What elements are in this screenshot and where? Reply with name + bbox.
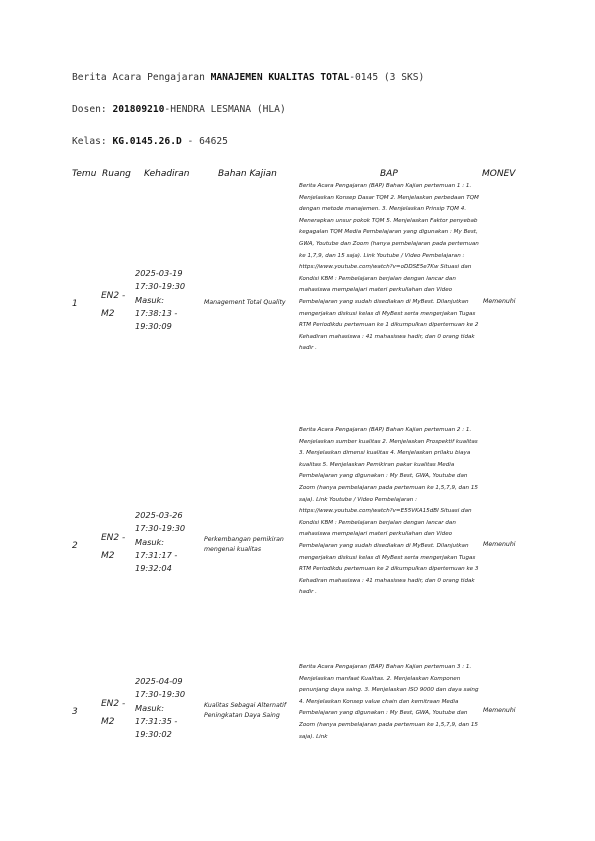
- header-bahan-kajian: Bahan Kajian: [218, 169, 277, 179]
- lecturer-name: -HENDRA LESMANA (HLA): [164, 104, 286, 115]
- row-room: EN2 - M2: [101, 291, 126, 319]
- row-attendance: 2025-03-26 17:30-19:30 Masuk: 17:31:17 - 19:32:04: [135, 510, 186, 574]
- row-topic: Kualitas Sebagai Alternatif Peningkatan Daya Saing: [204, 702, 287, 719]
- lecturer-line: [72, 104, 286, 115]
- class-number: - 64625: [181, 136, 228, 147]
- title-prefix: Berita Acara Pengajaran: [72, 72, 211, 83]
- lecturer-label: Dosen:: [72, 104, 113, 115]
- row-attendance: 2025-04-09 17:30-19:30 Masuk: 17:31:35 - 19:30:02: [135, 676, 186, 740]
- header-temu: Temu: [72, 169, 97, 179]
- row-number: 3: [72, 707, 78, 717]
- class-code: KG.0145.26.D: [112, 136, 182, 147]
- row-room: EN2 - M2: [101, 699, 126, 727]
- row-room: EN2 - M2: [101, 533, 126, 561]
- row-attendance: 2025-03-19 17:30-19:30 Masuk: 17:38:13 - 19:30:09: [135, 268, 186, 332]
- row-topic: Perkembangan pemikiran mengenai kualitas: [204, 536, 284, 553]
- class-line: [72, 136, 228, 147]
- row-topic: Management Total Quality: [204, 299, 286, 306]
- header-kehadiran: Kehadiran: [144, 169, 190, 179]
- course-name: MANAJEMEN KUALITAS TOTAL: [210, 72, 350, 83]
- row-bap: Berita Acara Pengajaran (BAP) Bahan Kajian pertemuan 3 : 1. Menjelaskan manfaat Kualitas. 2. Menjelaskan Komponen penunjang daya saing. 3. Menjelaskan ISO 9000 dan daya saing 4. Menjelaskan Konsep value chain dan kemitraan Media Pembelajaran yang digunakan : My Best, GWA, Youtube dan Zoom (hanya pembelajaran pada pertemuan ke 1,5,7,9, dan 15 saja). Link: [299, 664, 479, 740]
- report-title: [72, 72, 424, 83]
- course-code: -0145 (3 SKS): [349, 72, 425, 83]
- row-number: 2: [72, 541, 78, 551]
- row-monev: Memenuhi: [483, 541, 516, 548]
- row-monev: Memenuhi: [483, 707, 516, 714]
- row-monev: Memenuhi: [483, 298, 516, 305]
- header-ruang: Ruang: [102, 169, 131, 179]
- header-bap: BAP: [380, 169, 398, 179]
- class-label: Kelas:: [72, 136, 113, 147]
- row-bap: Berita Acara Pengajaran (BAP) Bahan Kajian pertemuan 1 : 1. Menjelaskan Konsep Dasar TQM 2. Menjelaskan perbedaan TQM dengan metode manajemen. 3. Menjelaskan Prinsip TQM 4. Menerapkan unsur pokok TQM 5. Menjelaskan Faktor penyebab kegagalan TQM Media Pembelajaran yang digunakan : My Best, GWA, Youtube dan Zoom (hanya pembelajaran pada pertemuan ke 1,7,9, dan 15 saja). Link Youtube / Video Pembelajaran : https://www.youtube.com/watch?v=oDDSE5e7Kw Situasi dan Kondisi KBM : Pembelajaran berjalan dengan lancar dan mahasiswa mempelajari materi perkuliahan dan Video Pembelajaran yang sudah disediakan di MyBest. Dilanjutkan mengerjakan diskusi kelas di MyBest serta mengerjakan Tugas RTM Periodikdu pertemuan ke 1 dikumpulkan dipertemuan ke 2 Kehadiran mahasiswa : 41 mahasiswa hadir, dan 0 orang tidak hadir .: [299, 183, 479, 352]
- row-bap: Berita Acara Pengajaran (BAP) Bahan Kajian pertemuan 2 : 1. Menjelaskan sumber kualitas 2. Menjelaskan Prospektif kualitas 3. Menjelaskan dimensi kualitas 4. Menjelaskan prilaku biaya kualitas 5. Menjelaskan Pemikiran pakar kualitas Media Pembelajaran yang digunakan : My Best, GWA, Youtube dan Zoom (hanya pembelajaran pada pertemuan ke 1,5,7,9, dan 15 saja). Link Youtube / Video Pembelajaran : https://www.youtube.com/watch?v=E55VKA15dBI Situasi dan Kondisi KBM : Pembelajaran berjalan dengan lancar dan mahasiswa mempelajari materi perkuliahan dan Video Pembelajaran yang sudah disediakan di MyBest. Dilanjutkan mengerjakan diskusi kelas di MyBest serta mengerjakan Tugas RTM Periodikdu pertemuan ke 2 dikumpulkan dipertemuan ke 3 Kehadiran mahasiswa : 41 mahasiswa hadir, dan 0 orang tidak hadir .: [299, 427, 479, 596]
- header-monev: MONEV: [482, 169, 516, 179]
- row-number: 1: [72, 299, 78, 309]
- lecturer-id: 201809210: [112, 104, 165, 115]
